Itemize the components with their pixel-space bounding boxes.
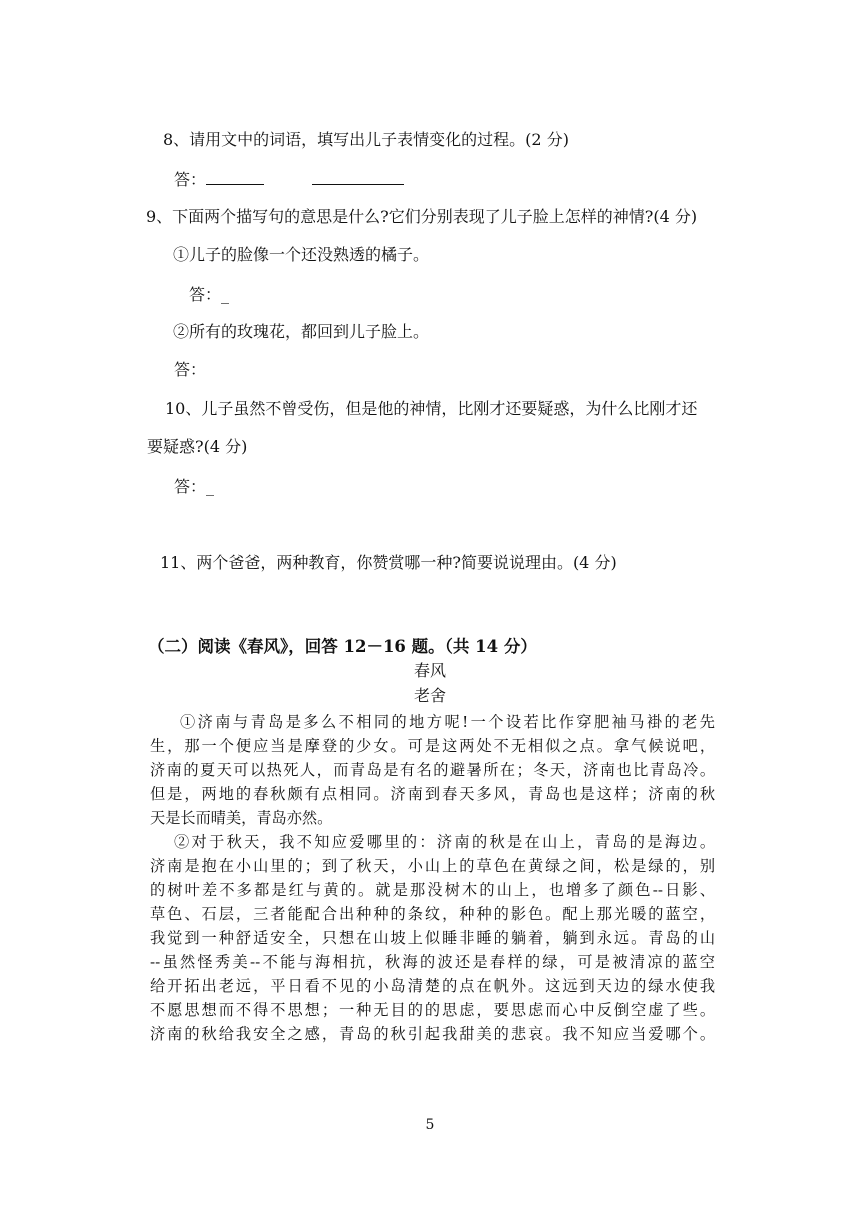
paragraph-line: 但是，两地的春秋颇有点相同。济南到春天多风，青岛也是这样；济南的秋	[150, 785, 715, 803]
question-10-line-2: 要疑惑?(4 分)	[147, 437, 248, 456]
section-heading: （二）阅读《春风》，回答 12－16 题。（共 14 分）	[148, 637, 537, 656]
paragraph-line: 生，那一个便应当是摩登的少女。可是这两处不无相似之点。拿气候说吧，	[150, 737, 715, 755]
paragraph-line: ②对于秋天，我不知应爱哪里的：济南的秋是在山上，青岛的是海边。	[174, 833, 715, 851]
paragraph-line: ①济南与青岛是多么不相同的地方呢!一个设若比作穿肥袖马褂的老先	[180, 713, 715, 731]
paragraph-line: 给开拓出老远，平日看不见的小岛清楚的点在帆外。这远到天边的绿水使我	[150, 977, 715, 995]
paragraph-line: 济南是抱在小山里的；到了秋天，小山上的草色在黄绿之间，松是绿的，别	[150, 857, 715, 875]
paragraph-line: 我觉到一种舒适安全，只想在山坡上似睡非睡的躺着，躺到永远。青岛的山	[150, 929, 715, 947]
question-9: 9、下面两个描写句的意思是什么?它们分别表现了儿子脸上怎样的神情?(4 分)	[146, 207, 698, 226]
answer-label: 答：	[174, 170, 207, 189]
answer-blank-1[interactable]	[206, 168, 264, 185]
paragraph-line: 草色、石层，三者能配合出种种的条纹，种种的影色。配上那光暖的蓝空，	[150, 905, 715, 923]
passage-title: 春风	[413, 661, 446, 680]
answer-9-2: 答：	[174, 360, 207, 379]
answer-blank-2[interactable]	[312, 168, 404, 185]
answer-9-1: 答：_	[189, 285, 230, 304]
question-8: 8、请用文中的词语，填写出儿子表情变化的过程。(2 分)	[163, 130, 569, 149]
question-9-item-2: ②所有的玫瑰花，都回到儿子脸上。	[173, 322, 430, 341]
paragraph-line: 济南的夏天可以热死人，而青岛是有名的避暑所在；冬天，济南也比青岛冷。	[150, 761, 715, 779]
answer-10: 答：_	[174, 477, 215, 496]
page-number: 5	[425, 1117, 435, 1133]
answer-line-8	[174, 168, 404, 190]
question-10-line-1: 10、儿子虽然不曾受伤，但是他的神情，比刚才还要疑惑，为什么比刚才还	[165, 399, 698, 418]
paragraph-line: 天是长而晴美，青岛亦然。	[150, 809, 333, 827]
passage-author: 老舍	[413, 686, 446, 705]
paragraph-line: 济南的秋给我安全之感，青岛的秋引起我甜美的悲哀。我不知应当爱哪个。	[150, 1025, 715, 1043]
paragraph-line: 的树叶差不多都是红与黄的。就是那没树木的山上，也增多了颜色--日影、	[150, 881, 715, 899]
paragraph-line: 不愿思想而不得不思想；一种无目的的思虑，要思虑而心中反倒空虚了些。	[150, 1001, 715, 1019]
paragraph-line: --虽然怪秀美--不能与海相抗，秋海的波还是春样的绿，可是被清凉的蓝空	[150, 953, 715, 971]
question-11: 11、两个爸爸，两种教育，你赞赏哪一种?简要说说理由。(4 分)	[160, 553, 617, 572]
question-9-item-1: ①儿子的脸像一个还没熟透的橘子。	[173, 245, 430, 264]
